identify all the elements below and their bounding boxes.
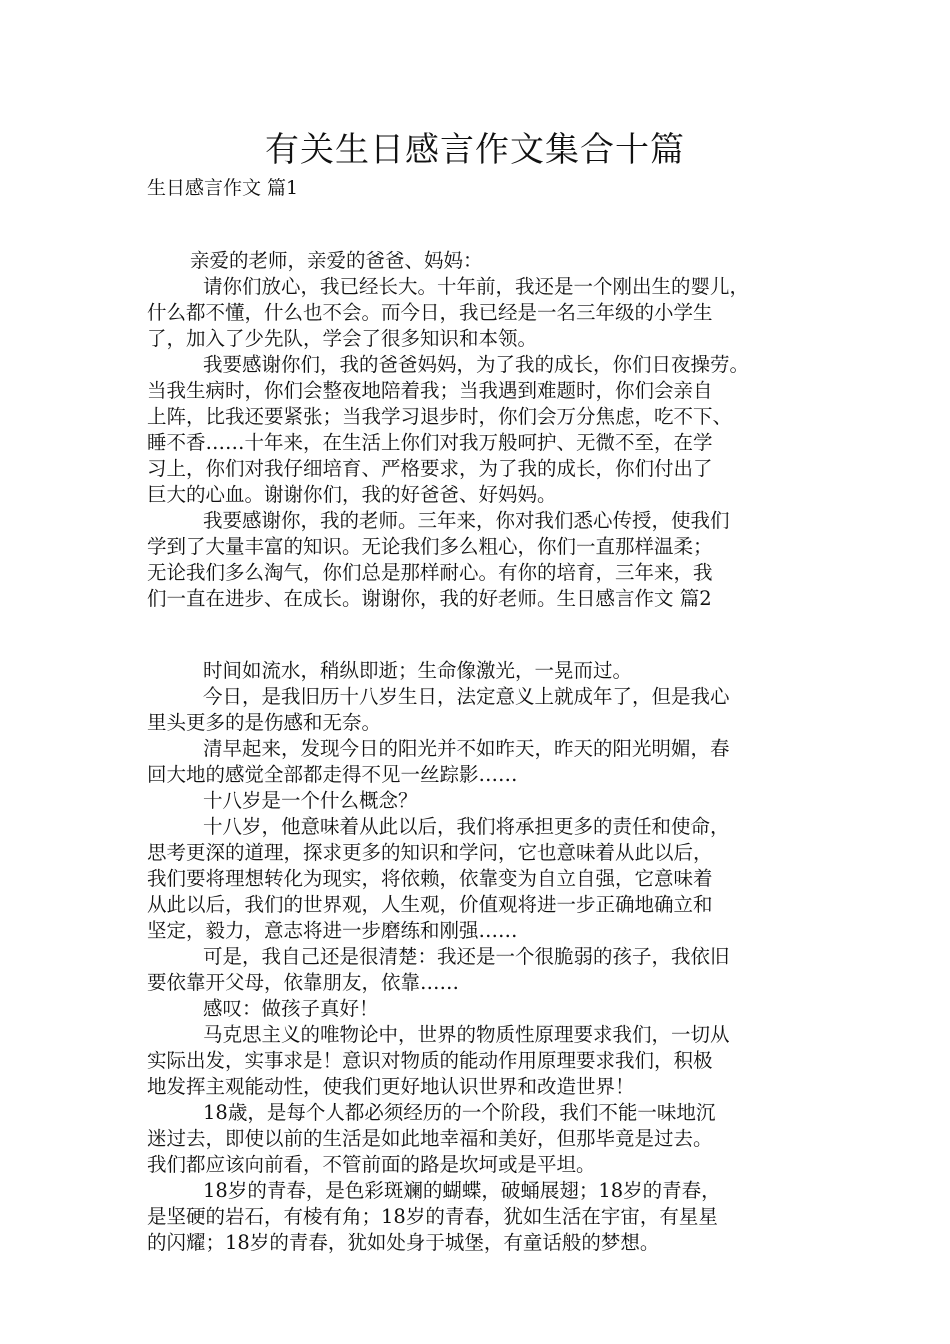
text-line: 亲爱的老师，亲爱的爸爸、妈妈： xyxy=(190,249,483,272)
text-line: 感叹：做孩子真好！ xyxy=(203,997,379,1020)
text-line: 地发挥主观能动性，使我们更好地认识世界和改造世界！ xyxy=(147,1075,635,1098)
text-line: 十八岁，他意味着从此以后，我们将承担更多的责任和使命， xyxy=(203,815,730,838)
text-line: 清早起来，发现今日的阳光并不如昨天，昨天的阳光明媚，春 xyxy=(203,737,730,760)
text-line: 回大地的感觉全部都走得不见一丝踪影…… xyxy=(147,763,518,786)
text-line: 时间如流水，稍纵即逝；生命像激光，一晃而过。 xyxy=(203,659,633,682)
text-line: 无论我们多么淘气，你们总是那样耐心。有你的培育，三年来，我 xyxy=(147,561,713,584)
text-line: 们一直在进步、在成长。谢谢你，我的好老师。生日感言作文 篇2 xyxy=(147,587,712,610)
text-line: 我们都应该向前看，不管前面的路是坎坷或是平坦。 xyxy=(147,1153,596,1176)
text-line: 当我生病时，你们会整夜地陪着我；当我遇到难题时，你们会亲自 xyxy=(147,379,713,402)
text-line: 马克思主义的唯物论中，世界的物质性原理要求我们，一切从 xyxy=(203,1023,730,1046)
text-line: 习上，你们对我仔细培育、严格要求，为了我的成长，你们付出了 xyxy=(147,457,713,480)
text-line: 什么都不懂，什么也不会。而今日，我已经是一名三年级的小学生 xyxy=(147,301,713,324)
text-line: 18歳，是每个人都必须经历的一个阶段，我们不能一味地沉 xyxy=(203,1101,716,1124)
section-heading: 生日感言作文 篇1 xyxy=(147,177,299,199)
text-line: 巨大的心血。谢谢你们，我的好爸爸、好妈妈。 xyxy=(147,483,557,506)
text-line: 了，加入了少先队，学会了很多知识和本领。 xyxy=(147,327,538,350)
text-line: 18岁的青春，是色彩斑斓的蝴蝶，破蛹展翅；18岁的青春， xyxy=(203,1179,721,1202)
text-line: 我要感谢你，我的老师。三年来，你对我们悉心传授，使我们 xyxy=(203,509,730,532)
text-line: 今日，是我旧历十八岁生日，法定意义上就成年了，但是我心 xyxy=(203,685,730,708)
text-line: 实际出发，实事求是！意识对物质的能动作用原理要求我们，积极 xyxy=(147,1049,713,1072)
text-line: 请你们放心，我已经长大。十年前，我还是一个刚出生的婴儿， xyxy=(203,275,750,298)
text-line: 思考更深的道理，探求更多的知识和学问，它也意味着从此以后， xyxy=(147,841,713,864)
text-line: 的闪耀；18岁的青春，犹如处身于城堡，有童话般的梦想。 xyxy=(147,1231,660,1254)
text-line: 我们要将理想转化为现实，将依赖，依靠变为自立自强，它意味着 xyxy=(147,867,713,890)
text-line: 里头更多的是伤感和无奈。 xyxy=(147,711,382,734)
text-line: 迷过去，即使以前的生活是如此地幸福和美好，但那毕竟是过去。 xyxy=(147,1127,713,1150)
text-line: 从此以后，我们的世界观，人生观，价值观将进一步正确地确立和 xyxy=(147,893,713,916)
text-line: 上阵，比我还要紧张；当我学习退步时，你们会万分焦虑，吃不下、 xyxy=(147,405,733,428)
text-line: 坚定，毅力，意志将进一步磨练和刚强…… xyxy=(147,919,518,942)
text-line: 学到了大量丰富的知识。无论我们多么粗心，你们一直那样温柔； xyxy=(147,535,713,558)
text-line: 我要感谢你们，我的爸爸妈妈，为了我的成长，你们日夜操劳。 xyxy=(203,353,750,376)
text-line: 要依靠开父母，依靠朋友，依靠…… xyxy=(147,971,460,994)
text-line: 可是，我自己还是很清楚：我还是一个很脆弱的孩子，我依旧 xyxy=(203,945,730,968)
text-line: 十八岁是一个什么概念？ xyxy=(203,789,418,812)
document-title: 有关生日感言作文集合十篇 xyxy=(265,130,685,170)
text-line: 睡不香……十年来，在生活上你们对我万般呵护、无微不至，在学 xyxy=(147,431,713,454)
text-line: 是坚硬的岩石，有棱有角；18岁的青春，犹如生活在宇宙，有星星 xyxy=(147,1205,718,1228)
